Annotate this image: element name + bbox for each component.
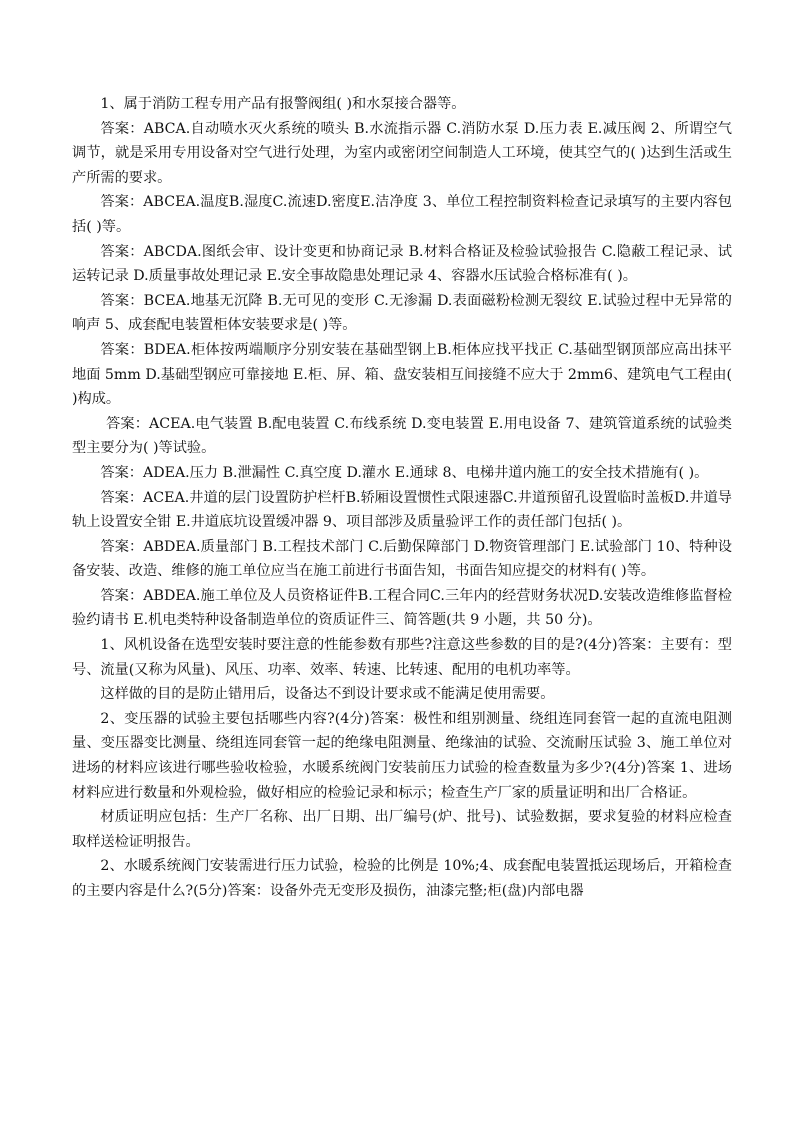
valve-pressure-test: 2、水暖系统阀门安装需进行压力试验，检验的比例是 10%;4、成套配电装置抵运现场后，开箱检查的主要内容是什么?(5分)答案：设备外壳无变形及损伤，油漆完整;柜(盘)内部电器: [72, 858, 732, 899]
answer-9: 答案：ABDEA.质量部门 B.工程技术部门 C.后勤保障部门 D.物资管理部门 E.试验部门 10、特种设备安装、改造、维修的施工单位应当在施工前进行书面告知，书面告知应提交的材料有( )等。: [72, 538, 732, 580]
answer-7: 答案：ADEA.压力 B.泄漏性 C.真空度 D.灌水 E.通球 8、电梯井道内施工的安全技术措施有( )。: [100, 464, 709, 481]
question-1: 1、属于消防工程专用产品有报警阀组( )和水泵接合器等。: [100, 96, 466, 112]
answer-1: 答案：ABCA.自动喷水灭火系统的喷头 B.水流指示器 C.消防水泵 D.压力表 E.减压阀 2、所谓空气调节，就是采用专用设备对空气进行处理，为室内或密闭空间制造人工环境，使其空气的( )达到生活或生产所需的要求。: [72, 120, 732, 186]
answer-3: 答案：ABCDA.图纸会审、设计变更和协商记录 B.材料合格证及检验试验报告 C.隐蔽工程记录、试运转记录 D.质量事故处理记录 E.安全事故隐患处理记录 4、容器水压试验合格标准有( )。: [72, 243, 732, 285]
short-answer-1-purpose: 这样做的目的是防止错用后，设备达不到设计要求或不能满足使用需要。: [100, 686, 555, 703]
answer-4: 答案：BCEA.地基无沉降 B.无可见的变形 C.无渗漏 D.表面磁粉检测无裂纹 E.试验过程中无异常的响声 5、成套配电装置柜体安装要求是( )等。: [72, 292, 732, 334]
material-certificate: 材质证明应包括：生产厂名称、出厂日期、出厂编号(炉、批号)、试验数据，要求复验的材料应检查取样送检证明报告。: [72, 809, 732, 850]
answer-5: 答案：BDEA.柜体按两端顺序分别安装在基础型钢上B.柜体应找平找正 C.基础型钢顶部应高出抹平地面 5mm D.基础型钢应可靠接地 E.柜、屏、箱、盘安装相互间接缝不应大于 2mm6、建筑电气工程由( )构成。: [72, 341, 732, 408]
answer-10: 答案：ABDEA.施工单位及人员资格证件B.工程合同C.三年内的经营财务状况D.安装改造维修监督检验约请书 E.机电类特种设备制造单位的资质证件三、简答题(共 9 小题，共 50 分)。: [72, 587, 732, 629]
short-answer-2: 2、变压器的试验主要包括哪些内容?(4分)答案：极性和组别测量、绕组连同套管一起的直流电阻测量、变压器变比测量、绕组连同套管一起的绝缘电阻测量、绝缘油的试验、交流耐压试验 3、施工单位对进场的材料应该进行哪些验收检验，水暖系统阀门安装前压力试验的检查数量为多少?(4分)答案 1、进场材料应进行数量和外观检验，做好相应的检验记录和标示；检查生产厂家的质量证明和出厂合格证。: [72, 710, 732, 801]
answer-6: 答案：ACEA.电气装置 B.配电装置 C.布线系统 D.变电装置 E.用电设备 7、建筑管道系统的试验类型主要分为( )等试验。: [72, 415, 732, 457]
answer-8: 答案：ACEA.井道的层门设置防护栏杆B.轿厢设置惯性式限速器C.井道预留孔设置临时盖板D.井道导轨上设置安全钳 E.井道底坑设置缓冲器 9、项目部涉及质量验评工作的责任部门包括( )。: [72, 489, 732, 531]
answer-2: 答案：ABCEA.温度B.湿度C.流速D.密度E.洁净度 3、单位工程控制资料检查记录填写的主要内容包括( )等。: [72, 194, 732, 235]
short-answer-1: 1、风机设备在选型安装时要注意的性能参数有那些?注意这些参数的目的是?(4分)答案：主要有：型号、流量(又称为风量)、风压、功率、效率、转速、比转速、配用的电机功率等。: [72, 637, 732, 678]
document-page: [72, 92, 732, 904]
